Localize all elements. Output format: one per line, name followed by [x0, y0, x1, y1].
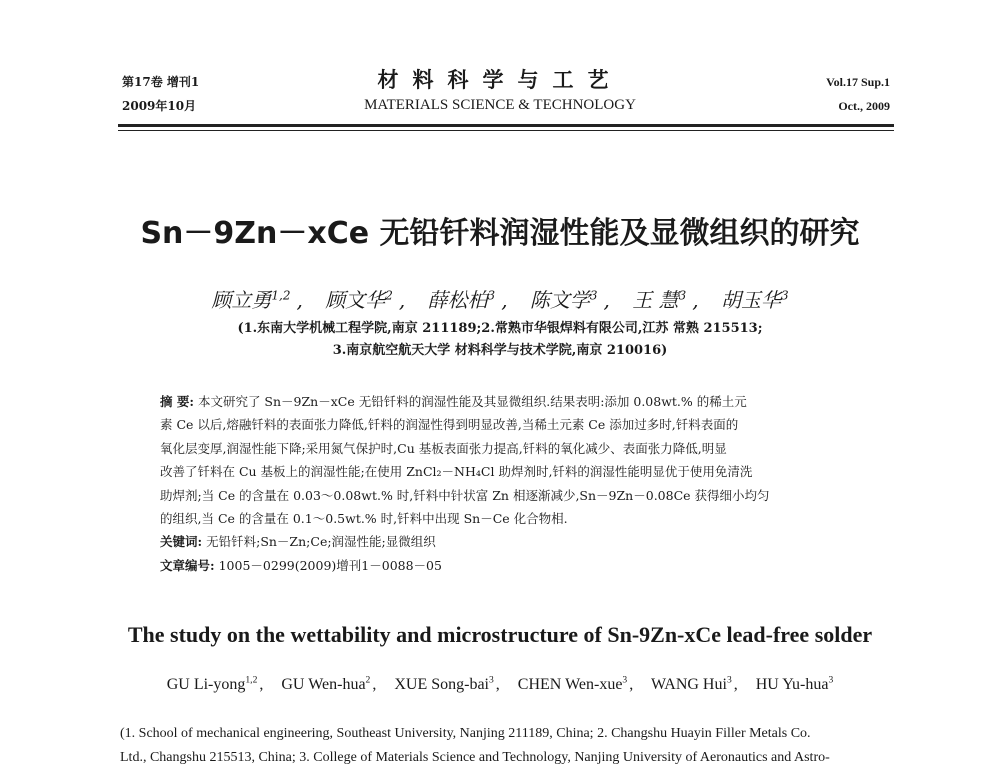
- abstract-line: 助焊剂;当 Ce 的含量在 0.03～0.08wt.% 时,钎料中针状富 Zn 相逐渐减少,Sn－9Zn－0.08Ce 获得细小均匀: [160, 487, 770, 503]
- affiliation-line: (1. School of mechanical engineering, Southeast University, Nanjing 211189, China; 2. Changshu Huayin Filler Metals Co.: [120, 726, 811, 741]
- author-en: GU Wen-hua$^2$: [281, 674, 371, 693]
- keywords-label: 关键词:: [160, 534, 203, 550]
- author-en: GU Li-yong$^{1,2}$: [166, 674, 258, 693]
- keywords: 关键词: 无铅钎料;Sn－Zn;Ce;润湿性能;显微组织: [160, 534, 436, 550]
- author-en: CHEN Wen-xue$^3$: [517, 674, 628, 693]
- abstract-cn: [160, 390, 860, 577]
- header-volume-en-block: [826, 70, 890, 118]
- abstract-label: 摘 要:: [160, 394, 194, 409]
- header-rule-thick: [118, 124, 894, 127]
- author-en: XUE Song-bai$^3$: [394, 674, 494, 693]
- abstract-line: 氧化层变厚,润湿性能下降;采用氮气保护时,Cu 基板表面张力提高,钎料的氧化减少、表面张力降低,明显: [160, 440, 727, 456]
- abstract-line: 素 Ce 以后,熔融钎料的表面张力降低,钎料的润湿性得到明显改善,当稀土元素 Ce 添加过多时,钎料表面的: [160, 417, 739, 433]
- journal-name-en: MATERIALS SCIENCE & TECHNOLOGY: [364, 97, 636, 113]
- author-cn: 陈文学$^3$: [529, 288, 598, 312]
- affiliations-en: [120, 722, 890, 770]
- header-rule-thin: [118, 130, 894, 131]
- article-number: 文章编号: 1005－0299(2009)增刊1－0088－05: [160, 557, 442, 573]
- header-date-en: Oct., 2009: [838, 99, 890, 113]
- affiliation-line: (1.东南大学机械工程学院,南京 211189;2.常熟市华银焊料有限公司,江苏 常熟 215513;: [237, 321, 763, 336]
- author-list-cn: 顾立勇$^{1,2}$ , 顾文华$^2$ , 薛松柏$^3$ , 陈文学$^3$ , 王 慧$^3$ , 胡玉华$^3$: [211, 288, 789, 312]
- affiliations-cn: [0, 318, 1000, 362]
- author-cn: 顾文华$^2$: [325, 288, 393, 312]
- paper-title-cn: Sn－9Zn－xCe 无铅钎料润湿性能及显微组织的研究: [140, 216, 860, 251]
- author-cn: 顾立勇$^{1,2}$: [211, 288, 291, 312]
- abstract-line: 的组织,当 Ce 的含量在 0.1～0.5wt.% 时,钎料中出现 Sn－Ce 化合物相.: [160, 511, 568, 527]
- header-volume-en: Vol.17 Sup.1: [826, 75, 890, 89]
- author-en: WANG Hui$^3$: [650, 674, 732, 693]
- abstract-line: 改善了钎料在 Cu 基板上的润湿性能;在使用 ZnCl₂－NH₄Cl 助焊剂时,钎料的润湿性能明显优于使用免清洗: [160, 464, 753, 480]
- affiliation-line: Ltd., Changshu 215513, China; 3. College of Materials Science and Technology, Nanjing University of Aeronautics and Astro-: [120, 750, 830, 765]
- author-cn: 王 慧$^3$: [632, 288, 687, 312]
- paper-title-en: The study on the wettability and microstructure of Sn-9Zn-xCe lead-free solder: [127, 622, 873, 647]
- affiliation-line: 3.南京航空航天大学 材料科学与技术学院,南京 210016): [332, 343, 668, 358]
- author-en: HU Yu-hua$^3$: [755, 674, 834, 693]
- header-date-cn: 2009年10月: [122, 99, 197, 113]
- header-volume-cn: 第17卷 增刊1: [122, 75, 200, 89]
- journal-name-cn: 材料科学与工艺: [377, 67, 623, 92]
- article-number-label: 文章编号:: [160, 557, 215, 573]
- abstract-line: 摘 要: 本文研究了 Sn－9Zn－xCe 无铅钎料的润湿性能及其显微组织.结果表明:添加 0.08wt.% 的稀土元: [160, 394, 747, 409]
- author-cn: 薛松柏$^3$: [427, 288, 496, 312]
- author-cn: 胡玉华$^3$: [720, 288, 789, 312]
- author-list-en: GU Li-yong$^{1,2}$ , GU Wen-hua$^2$ , XUE Song-bai$^3$ , CHEN Wen-xue$^3$ , WANG Hui$^3$ , HU Yu-hua$^3$: [166, 674, 834, 693]
